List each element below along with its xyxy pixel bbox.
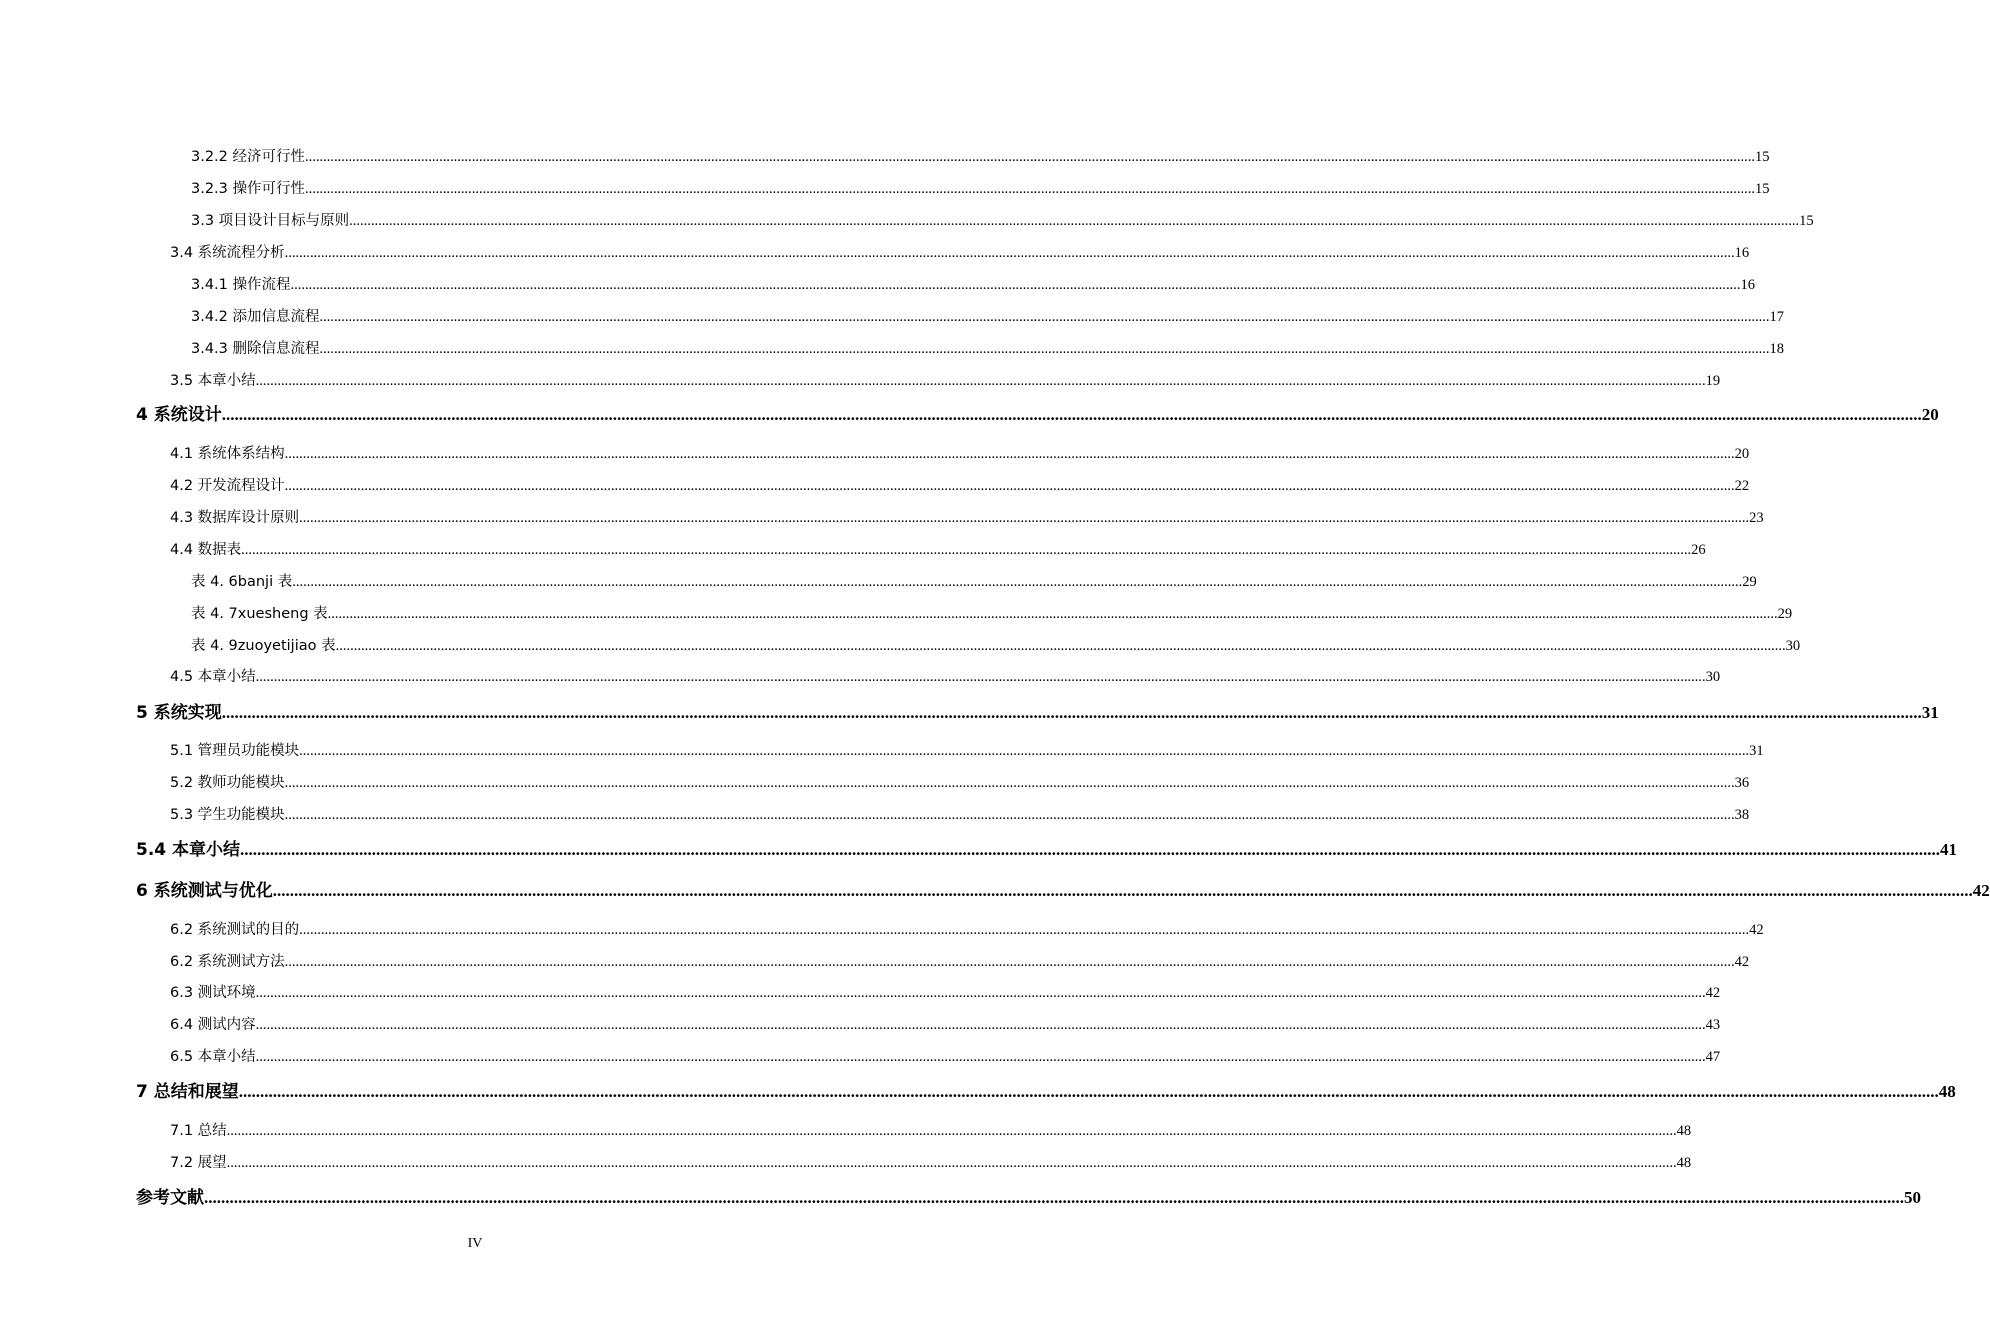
toc-entry-page: 50 <box>1904 1188 1921 1207</box>
toc-entry-page: 15 <box>1755 181 1770 197</box>
toc-entry-page: 16 <box>1740 277 1756 293</box>
toc-entry[interactable] <box>136 835 1958 860</box>
toc-entry[interactable] <box>136 1077 1956 1102</box>
toc-entry-title: 3.2.2 经济可行性 <box>191 149 306 165</box>
toc-entry[interactable] <box>170 918 1764 938</box>
toc-entry-page: 20 <box>1921 405 1939 424</box>
dot-leader: ................................................................................................................................................................................................................................................................................................................................................................................................................ <box>319 341 1770 357</box>
dot-leader: ................................................................................................................................................................................................................................................................................................................................................................................................................ <box>272 881 1973 900</box>
toc-entry-title: 3.4 系统流程分析 <box>170 245 285 261</box>
toc-entry-title: 4 系统设计 <box>136 405 222 425</box>
dot-leader: ................................................................................................................................................................................................................................................................................................................................................................................................................ <box>255 1049 1706 1065</box>
toc-entry-page: 26 <box>1691 542 1706 558</box>
dot-leader: ................................................................................................................................................................................................................................................................................................................................................................................................................ <box>255 1017 1706 1033</box>
toc-entry-page: 19 <box>1705 373 1721 389</box>
toc-entry-title: 6.3 测试环境 <box>170 985 256 1001</box>
toc-entry[interactable] <box>170 1045 1721 1065</box>
toc-entry[interactable] <box>170 369 1721 389</box>
toc-entry-page: 15 <box>1799 213 1814 229</box>
toc-entry-title: 5.4 本章小结 <box>136 840 241 860</box>
dot-leader: ................................................................................................................................................................................................................................................................................................................................................................................................................ <box>292 574 1743 590</box>
toc-entry-page: 16 <box>1734 245 1750 261</box>
toc-entry-page: 23 <box>1749 510 1764 526</box>
toc-entry[interactable] <box>170 665 1721 685</box>
dot-leader: ................................................................................................................................................................................................................................................................................................................................................................................................................ <box>319 309 1770 325</box>
toc-entry-title: 5.1 管理员功能模块 <box>170 743 300 759</box>
toc-entry[interactable] <box>170 981 1721 1001</box>
dot-leader: ................................................................................................................................................................................................................................................................................................................................................................................................................ <box>255 669 1706 685</box>
toc-entry-page: 47 <box>1705 1049 1721 1065</box>
toc-entry[interactable] <box>191 177 1770 197</box>
toc-entry-title: 表 4. 9zuoyetijiao 表 <box>191 638 336 654</box>
toc-entry-title: 3.5 本章小结 <box>170 373 256 389</box>
toc-entry[interactable] <box>170 739 1764 759</box>
toc-entry[interactable] <box>170 506 1764 526</box>
toc-entry[interactable] <box>170 442 1750 462</box>
toc-entry-title: 3.2.3 操作可行性 <box>191 181 306 197</box>
toc-entry[interactable] <box>170 1119 1692 1139</box>
dot-leader: ................................................................................................................................................................................................................................................................................................................................................................................................................ <box>327 606 1778 622</box>
dot-leader: ................................................................................................................................................................................................................................................................................................................................................................................................................ <box>241 542 1692 558</box>
toc-entry-page: 30 <box>1705 669 1721 685</box>
toc-entry[interactable] <box>136 876 1990 901</box>
toc-entry-title: 7.1 总结 <box>170 1123 227 1139</box>
dot-leader: ................................................................................................................................................................................................................................................................................................................................................................................................................ <box>284 807 1735 823</box>
dot-leader: ................................................................................................................................................................................................................................................................................................................................................................................................................ <box>226 1155 1677 1171</box>
toc-entry-title: 5.3 学生功能模块 <box>170 807 285 823</box>
toc-entry-title: 3.4.3 删除信息流程 <box>191 341 320 357</box>
dot-leader: ................................................................................................................................................................................................................................................................................................................................................................................................................ <box>284 954 1735 970</box>
toc-entry[interactable] <box>170 474 1750 494</box>
toc-entry-page: 20 <box>1734 446 1750 462</box>
toc-entry[interactable] <box>191 337 1785 357</box>
dot-leader: ................................................................................................................................................................................................................................................................................................................................................................................................................ <box>335 638 1786 654</box>
toc-entry-title: 3.4.2 添加信息流程 <box>191 309 320 325</box>
dot-leader: ................................................................................................................................................................................................................................................................................................................................................................................................................ <box>284 775 1735 791</box>
toc-entry-page: 42 <box>1705 985 1721 1001</box>
toc-entry-page: 17 <box>1769 309 1785 325</box>
toc-entry[interactable] <box>191 602 1793 622</box>
dot-leader: ................................................................................................................................................................................................................................................................................................................................................................................................................ <box>305 149 1756 165</box>
dot-leader: ................................................................................................................................................................................................................................................................................................................................................................................................................ <box>349 213 1800 229</box>
toc-entry-title: 6 系统测试与优化 <box>136 881 273 901</box>
toc-entry-page: 48 <box>1676 1123 1692 1139</box>
dot-leader: ................................................................................................................................................................................................................................................................................................................................................................................................................ <box>221 405 1922 424</box>
toc-entry-page: 30 <box>1785 638 1801 654</box>
dot-leader: ................................................................................................................................................................................................................................................................................................................................................................................................................ <box>299 743 1750 759</box>
toc-entry[interactable] <box>191 305 1785 325</box>
toc-entry-title: 4.5 本章小结 <box>170 669 256 685</box>
toc-entry-page: 22 <box>1734 478 1750 494</box>
toc-entry-title: 表 4. 7xuesheng 表 <box>191 606 328 622</box>
toc-entry-title: 3.4.1 操作流程 <box>191 277 291 293</box>
dot-leader: ................................................................................................................................................................................................................................................................................................................................................................................................................ <box>204 1188 1904 1207</box>
toc-entry[interactable] <box>170 950 1750 970</box>
dot-leader: ................................................................................................................................................................................................................................................................................................................................................................................................................ <box>284 446 1735 462</box>
toc-entry[interactable] <box>170 1013 1721 1033</box>
toc-entry-page: 38 <box>1734 807 1750 823</box>
toc-entry-page: 29 <box>1777 606 1793 622</box>
toc-entry-title: 表 4. 6banji 表 <box>191 574 293 590</box>
toc-entry[interactable] <box>170 771 1750 791</box>
toc-entry-title: 6.4 测试内容 <box>170 1017 256 1033</box>
toc-entry[interactable] <box>136 698 1939 723</box>
dot-leader: ................................................................................................................................................................................................................................................................................................................................................................................................................ <box>284 245 1735 261</box>
toc-entry[interactable] <box>170 241 1750 261</box>
dot-leader: ................................................................................................................................................................................................................................................................................................................................................................................................................ <box>255 985 1706 1001</box>
toc-entry[interactable] <box>170 538 1706 558</box>
toc-entry-title: 5 系统实现 <box>136 703 222 723</box>
toc-entry-title: 5.2 教师功能模块 <box>170 775 285 791</box>
toc-entry-title: 4.3 数据库设计原则 <box>170 510 300 526</box>
page-number: IV <box>467 1236 483 1251</box>
toc-entry-page: 36 <box>1734 775 1750 791</box>
toc-entry-page: 48 <box>1938 1082 1956 1101</box>
toc-entry-title: 4.4 数据表 <box>170 542 242 558</box>
dot-leader: ................................................................................................................................................................................................................................................................................................................................................................................................................ <box>221 703 1922 722</box>
dot-leader: ................................................................................................................................................................................................................................................................................................................................................................................................................ <box>240 840 1941 859</box>
toc-entry-title: 7.2 展望 <box>170 1155 227 1171</box>
dot-leader: ................................................................................................................................................................................................................................................................................................................................................................................................................ <box>299 922 1750 938</box>
toc-entry-page: 15 <box>1755 149 1770 165</box>
dot-leader: ................................................................................................................................................................................................................................................................................................................................................................................................................ <box>255 373 1706 389</box>
toc-entry-page: 42 <box>1972 881 1990 900</box>
toc-entry-title: 6.2 系统测试方法 <box>170 954 285 970</box>
toc-entry-page: 41 <box>1940 840 1958 859</box>
toc-entry-title: 4.1 系统体系结构 <box>170 446 285 462</box>
toc-entry-page: 31 <box>1921 703 1939 722</box>
toc-entry-title: 4.2 开发流程设计 <box>170 478 285 494</box>
toc-entry[interactable] <box>191 634 1801 654</box>
toc-entry[interactable] <box>136 400 1939 425</box>
toc-entry-page: 43 <box>1705 1017 1721 1033</box>
toc-entry-page: 31 <box>1749 743 1764 759</box>
dot-leader: ................................................................................................................................................................................................................................................................................................................................................................................................................ <box>226 1123 1677 1139</box>
toc-entry-page: 18 <box>1769 341 1785 357</box>
toc-entry-title: 6.5 本章小结 <box>170 1049 256 1065</box>
dot-leader: ................................................................................................................................................................................................................................................................................................................................................................................................................ <box>284 478 1735 494</box>
toc-entry[interactable] <box>191 273 1756 293</box>
dot-leader: ................................................................................................................................................................................................................................................................................................................................................................................................................ <box>238 1082 1939 1101</box>
toc-entry[interactable] <box>170 803 1750 823</box>
toc-entry-page: 29 <box>1742 574 1757 590</box>
toc-entry-title: 6.2 系统测试的目的 <box>170 922 300 938</box>
toc-entry-title: 7 总结和展望 <box>136 1082 239 1102</box>
toc-entry-page: 48 <box>1676 1155 1692 1171</box>
toc-entry[interactable] <box>191 570 1757 590</box>
toc-entry-page: 42 <box>1734 954 1750 970</box>
toc-entry[interactable] <box>136 1183 1921 1208</box>
toc-entry-page: 42 <box>1749 922 1764 938</box>
dot-leader: ................................................................................................................................................................................................................................................................................................................................................................................................................ <box>305 181 1756 197</box>
dot-leader: ................................................................................................................................................................................................................................................................................................................................................................................................................ <box>290 277 1741 293</box>
toc-entry-title: 3.3 项目设计目标与原则 <box>191 213 350 229</box>
toc-entry[interactable] <box>170 1151 1692 1171</box>
toc-entry[interactable] <box>191 209 1814 229</box>
toc-entry-title: 参考文献 <box>136 1188 204 1208</box>
dot-leader: ................................................................................................................................................................................................................................................................................................................................................................................................................ <box>299 510 1750 526</box>
toc-entry[interactable] <box>191 145 1770 165</box>
